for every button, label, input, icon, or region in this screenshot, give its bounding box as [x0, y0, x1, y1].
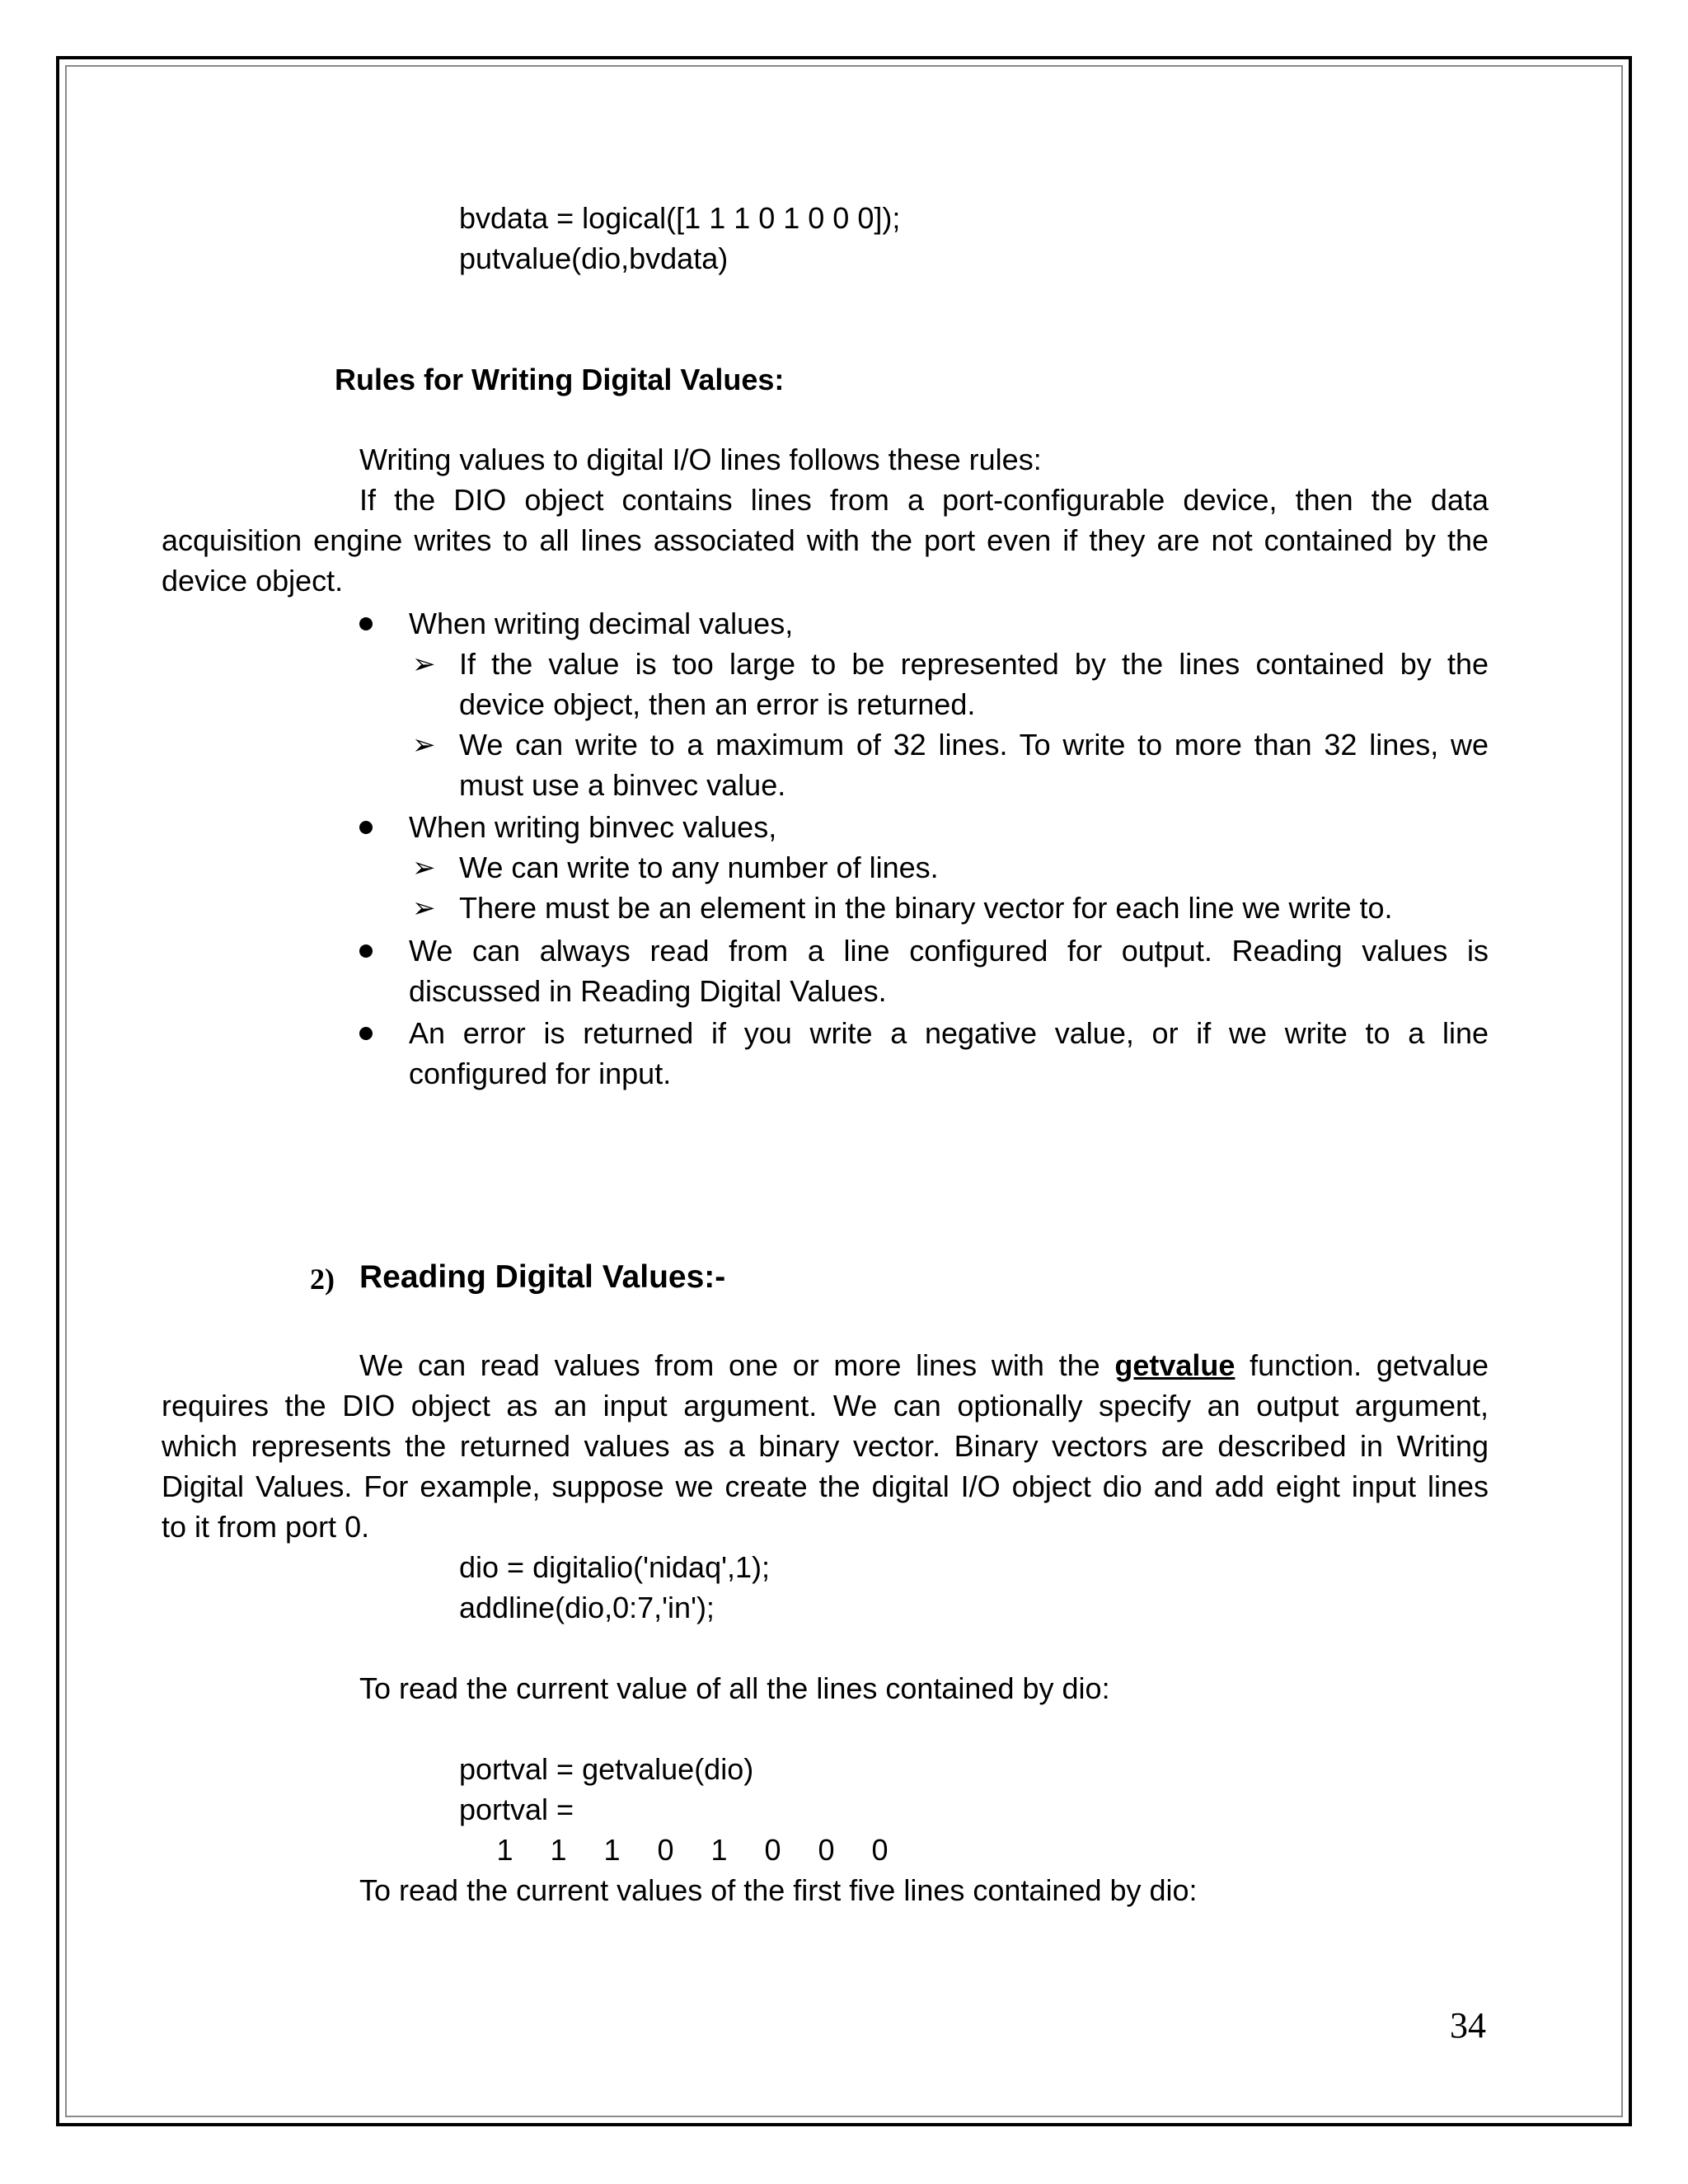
- rules-paragraph-line: acquisition engine writes to all lines associated with the port even if they are not contained by the: [162, 523, 1489, 557]
- rules-paragraph-line: If the DIO object contains lines from a port-configurable device, then the data: [359, 483, 1489, 517]
- arrow-bullet-icon: ➢: [412, 729, 436, 761]
- section-heading: Reading Digital Values:-: [359, 1259, 726, 1295]
- code-line: putvalue(dio,bvdata): [459, 241, 729, 275]
- portval-bit: 0: [871, 1833, 889, 1867]
- sub-bullet-text: must use a binvec value.: [459, 768, 786, 802]
- reading-paragraph-line: Digital Values. For example, suppose we create the digital I/O object dio and add eight input lines: [162, 1469, 1489, 1503]
- bullet-text: When writing binvec values,: [409, 810, 777, 844]
- portval-bit: 0: [657, 1833, 674, 1867]
- portval-bit: 0: [764, 1833, 781, 1867]
- bullet-text: When writing decimal values,: [409, 607, 794, 640]
- reading-paragraph-line: which represents the returned values as a binary vector. Binary vectors are described in Writing: [162, 1429, 1489, 1463]
- arrow-bullet-icon: ➢: [412, 852, 436, 883]
- rules-heading: Rules for Writing Digital Values:: [335, 363, 785, 396]
- bullet-text: discussed in Reading Digital Values.: [409, 974, 887, 1008]
- portval-bit: 1: [710, 1833, 728, 1867]
- rules-paragraph-line: device object.: [162, 564, 344, 598]
- bullet-icon: [359, 617, 373, 630]
- portval-bit: 0: [818, 1833, 835, 1867]
- bullet-icon: [359, 944, 373, 958]
- section-number: 2): [310, 1263, 335, 1296]
- instruction-text: To read the current values of the first five lines contained by dio:: [359, 1873, 1198, 1907]
- instruction-text: To read the current value of all the lines contained by dio:: [359, 1671, 1110, 1705]
- code-line: bvdata = logical([1 1 1 0 1 0 0 0]);: [459, 201, 901, 235]
- bullet-icon: [359, 821, 373, 834]
- page-number: 34: [1450, 2005, 1486, 2046]
- reading-paragraph-line: requires the DIO object as an input argument. We can optionally specify an output argument,: [162, 1389, 1489, 1422]
- sub-bullet-text: If the value is too large to be represented by the lines contained by the: [459, 647, 1489, 681]
- getvalue-keyword: getvalue: [1114, 1348, 1236, 1382]
- bullet-text: configured for input.: [409, 1057, 672, 1090]
- sub-bullet-text: We can write to any number of lines.: [459, 851, 939, 884]
- sub-bullet-text: We can write to a maximum of 32 lines. To write to more than 32 lines, we: [459, 728, 1489, 762]
- sub-bullet-text: There must be an element in the binary vector for each line we write to.: [459, 891, 1393, 925]
- bullet-icon: [359, 1027, 373, 1040]
- portval-bit: 1: [550, 1833, 567, 1867]
- code-line: portval = getvalue(dio): [459, 1752, 754, 1786]
- portval-bit: 1: [603, 1833, 621, 1867]
- reading-paragraph-line: We can read values from one or more lines with the getvalue function. getvalue: [359, 1348, 1489, 1382]
- bullet-text: We can always read from a line configured for output. Reading values is: [409, 934, 1489, 968]
- portval-bit: 1: [496, 1833, 513, 1867]
- code-line: dio = digitalio('nidaq',1);: [459, 1550, 770, 1584]
- code-line: portval =: [459, 1793, 574, 1826]
- code-line: addline(dio,0:7,'in');: [459, 1591, 715, 1624]
- rules-intro: Writing values to digital I/O lines follows these rules:: [359, 443, 1042, 476]
- arrow-bullet-icon: ➢: [412, 649, 436, 680]
- portval-output: [478, 1830, 907, 1871]
- reading-paragraph-line: to it from port 0.: [162, 1510, 370, 1544]
- bullet-text: An error is returned if you write a negative value, or if we write to a line: [409, 1016, 1489, 1050]
- arrow-bullet-icon: ➢: [412, 893, 436, 924]
- sub-bullet-text: device object, then an error is returned.: [459, 687, 976, 721]
- page-border-inner: [65, 65, 1623, 2117]
